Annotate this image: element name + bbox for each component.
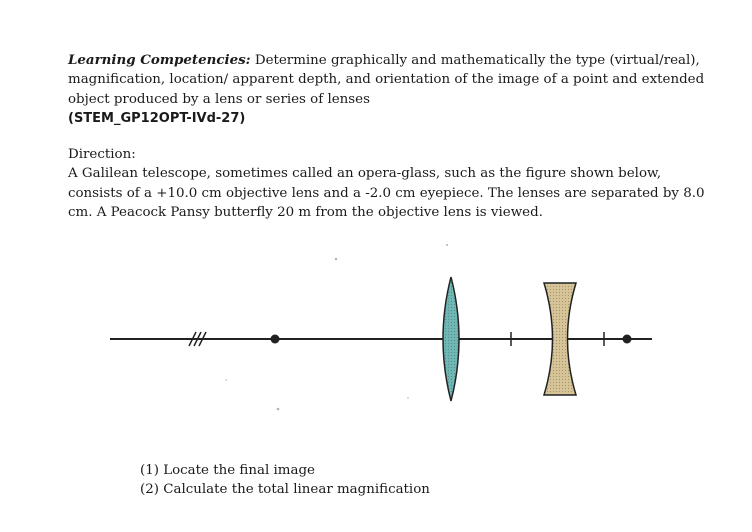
question-1: (1) Locate the final image <box>140 463 315 478</box>
scan-specks <box>225 244 448 410</box>
focal-point-dot <box>271 335 280 344</box>
questions-list <box>140 461 430 500</box>
focal-point-dot-right <box>623 335 632 344</box>
competencies-heading: Learning Competencies: <box>68 52 251 68</box>
question-2: (2) Calculate the total linear magnification <box>140 482 430 498</box>
direction-body: A Galilean telescope, sometimes called an opera-glass, such as the figure shown below, consists of a +10.0 cm objective lens and a -2.0 cm eyepiece. The lenses are separated by 8.0 cm. A Peacock Pansy butterfly 20 m from the objective lens is viewed. <box>68 166 705 221</box>
direction-heading: Direction: <box>68 147 136 162</box>
objective-lens <box>443 277 459 401</box>
competency-code: (STEM_GP12OPT-IVd-27) <box>68 111 246 127</box>
competencies-text: Determine graphically and mathematically the type (virtual/real), magnification, location/ apparent depth, and orientation of the image of a point and extended object produced by a lens or series of lenses <box>68 53 705 107</box>
